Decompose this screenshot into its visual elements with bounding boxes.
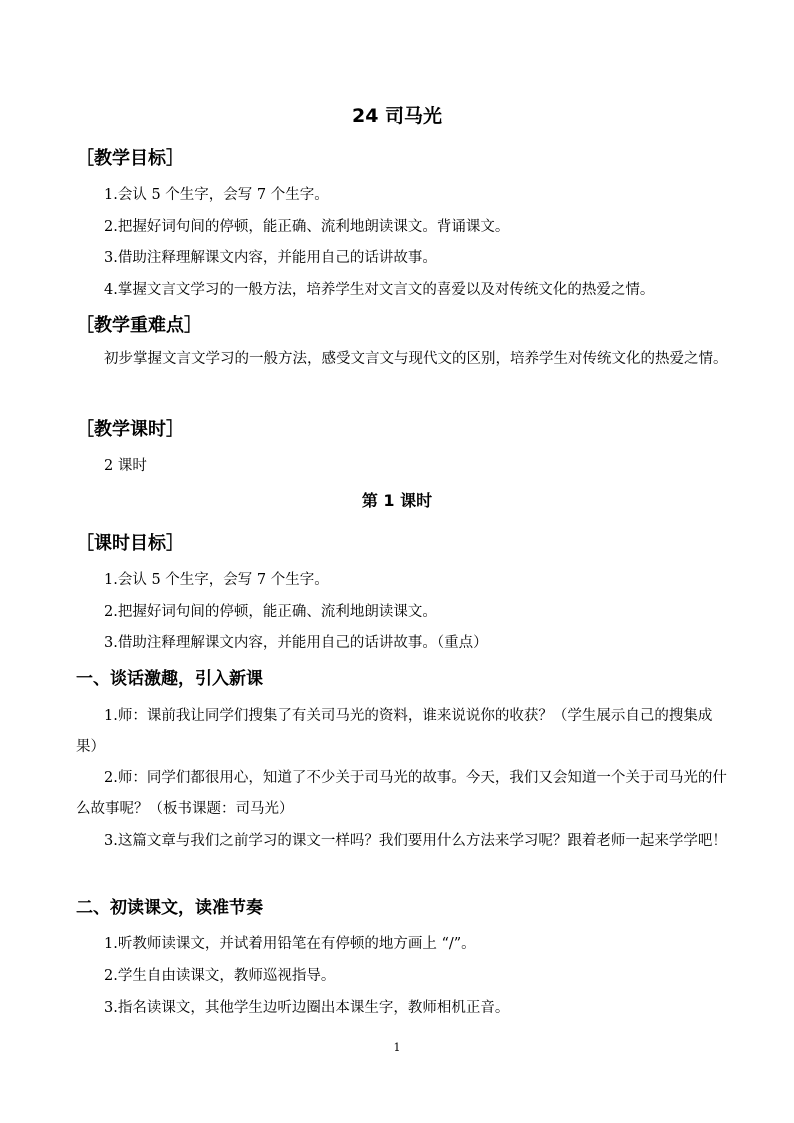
section1-heading: 一、谈话激趣，引入新课 bbox=[76, 669, 263, 689]
lesson1-goal-item: 1.会认 5 个生字，会写 7 个生字。 bbox=[104, 572, 329, 588]
teaching-goal-item: 2.把握好词句间的停顿，能正确、流利地朗读课文。背诵课文。 bbox=[104, 219, 510, 235]
section2-item: 2.学生自由读课文，教师巡视指导。 bbox=[104, 968, 336, 984]
class-hours-heading: ［教学课时］ bbox=[76, 419, 184, 440]
teaching-goal-item: 3.借助注释理解课文内容，并能用自己的话讲故事。 bbox=[104, 250, 437, 266]
section2-item: 3.指名读课文，其他学生边听边圈出本课生字，教师相机正音。 bbox=[104, 1000, 510, 1016]
class-hours-text: 2 课时 bbox=[104, 458, 147, 474]
page-number: 1 bbox=[393, 1041, 401, 1054]
teaching-goal-item: 4.掌握文言文学习的一般方法，培养学生对文言文的喜爱以及对传统文化的热爱之情。 bbox=[104, 282, 655, 298]
teaching-goals-heading: ［教学目标］ bbox=[76, 148, 184, 169]
section1-item: 3.这篇文章与我们之前学习的课文一样吗？我们要用什么方法来学习呢？跟着老师一起来学学吧！ bbox=[104, 833, 727, 849]
document-title: 24 司马光 bbox=[351, 105, 443, 127]
section2-item: 1.听教师读课文，并试着用铅笔在有停顿的地方画上 “/”。 bbox=[104, 936, 476, 952]
key-points-text: 初步掌握文言文学习的一般方法，感受文言文与现代文的区别，培养学生对传统文化的热爱之情。 bbox=[104, 351, 728, 367]
lesson1-goal-item: 2.把握好词句间的停顿，能正确、流利地朗读课文。 bbox=[104, 604, 437, 620]
teaching-goal-item: 1.会认 5 个生字，会写 7 个生字。 bbox=[104, 187, 329, 203]
lesson1-goal-item: 3.借助注释理解课文内容，并能用自己的话讲故事。（重点） bbox=[104, 635, 488, 651]
section1-item: 1.师：课前我让同学们搜集了有关司马光的资料，谁来说说你的收获？（学生展示自己的搜集成果） bbox=[76, 708, 713, 755]
lesson1-goals-heading: ［课时目标］ bbox=[76, 533, 184, 554]
key-points-heading: ［教学重难点］ bbox=[76, 315, 202, 336]
lesson1-title: 第 1 课时 bbox=[361, 491, 433, 510]
section2-heading: 二、初读课文，读准节奏 bbox=[76, 898, 263, 918]
section1-item: 2.师：同学们都很用心，知道了不少关于司马光的故事。今天，我们又会知道一个关于司马光的什么故事呢？（板书课题：司马光） bbox=[76, 770, 727, 817]
